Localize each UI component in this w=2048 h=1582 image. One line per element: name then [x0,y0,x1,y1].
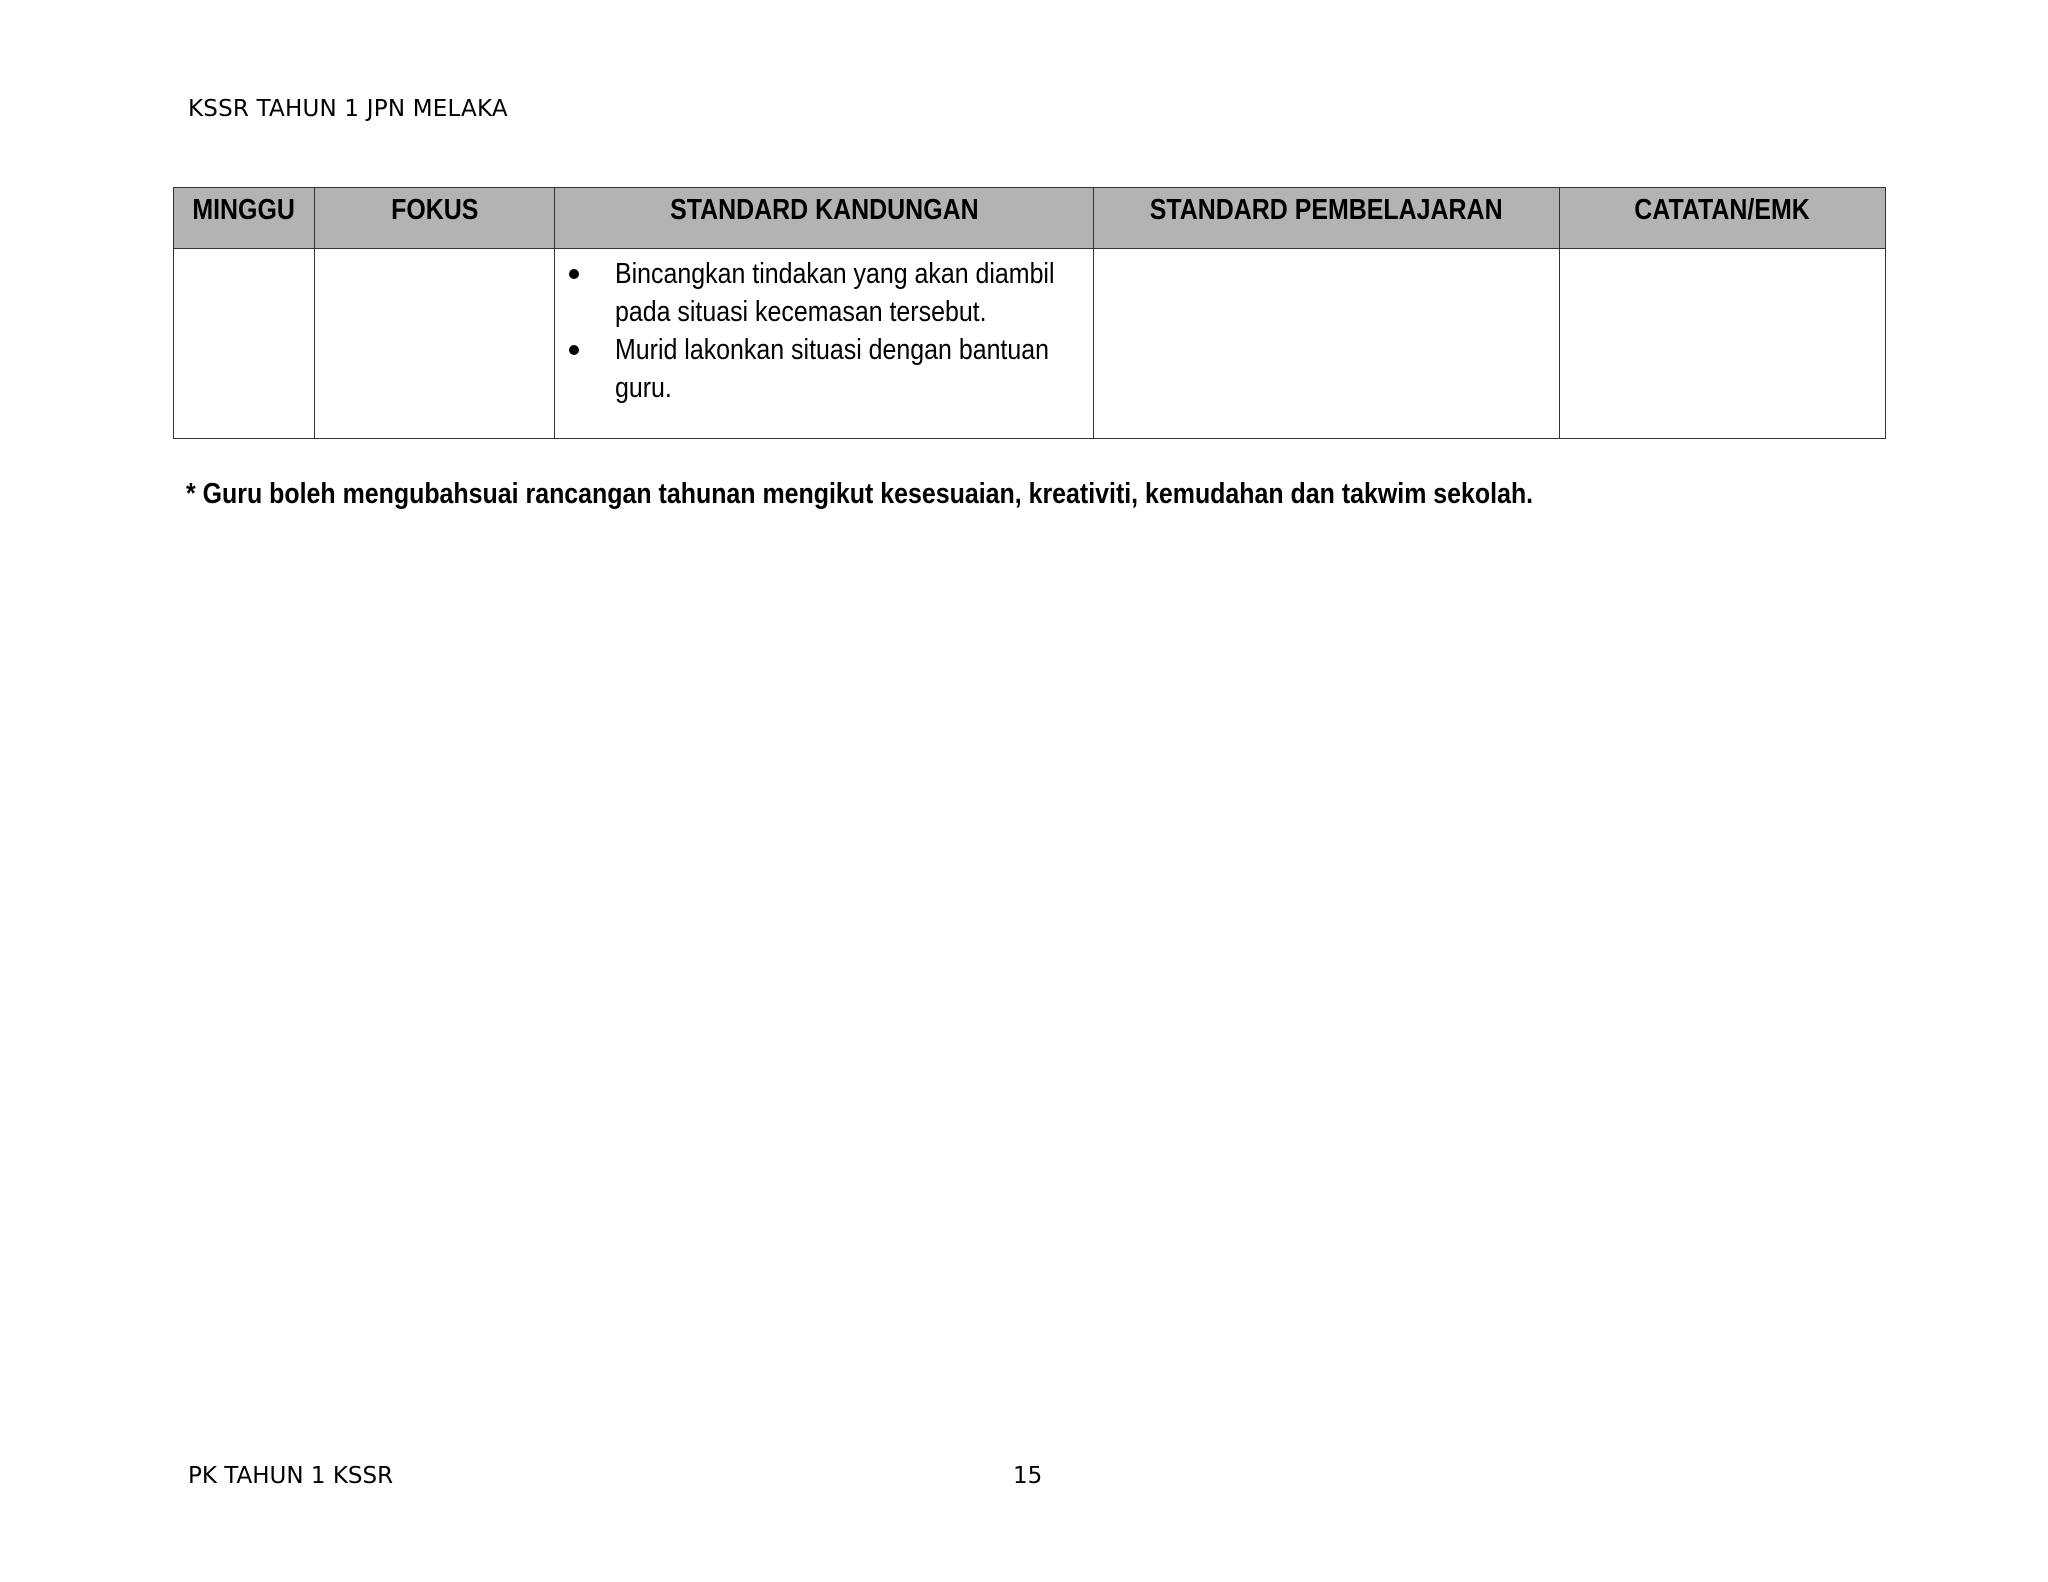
cell-standard-kandungan [555,249,1094,439]
column-header-minggu: MINGGU [174,188,315,249]
list-item: Murid lakonkan situasi dengan bantuan guru. [555,331,1093,407]
column-header-catatan: CATATAN/EMK [1560,188,1886,249]
page-number: 15 [1013,1463,1043,1489]
cell-standard-pembelajaran [1094,249,1560,439]
bullet-icon [569,269,579,279]
lesson-plan-table [173,187,1886,439]
table-header-row [174,188,1886,249]
list-item: Bincangkan tindakan yang akan diambil pada situasi kecemasan tersebut. [555,255,1093,331]
bullet-list [555,249,1093,407]
page-footer-title: PK TAHUN 1 KSSR [188,1463,394,1489]
page-header: KSSR TAHUN 1 JPN MELAKA [188,96,508,122]
column-header-fokus: FOKUS [315,188,555,249]
table-row [174,249,1886,439]
column-header-standard-kandungan: STANDARD KANDUNGAN [555,188,1094,249]
column-header-standard-pembelajaran: STANDARD PEMBELAJARAN [1094,188,1560,249]
footnote: * Guru boleh mengubahsuai rancangan tahunan mengikut kesesuaian, kreativiti, kemudahan dan takwim sekolah. [186,478,1534,510]
cell-minggu [174,249,315,439]
bullet-icon [569,345,579,355]
cell-catatan [1560,249,1886,439]
cell-fokus [315,249,555,439]
